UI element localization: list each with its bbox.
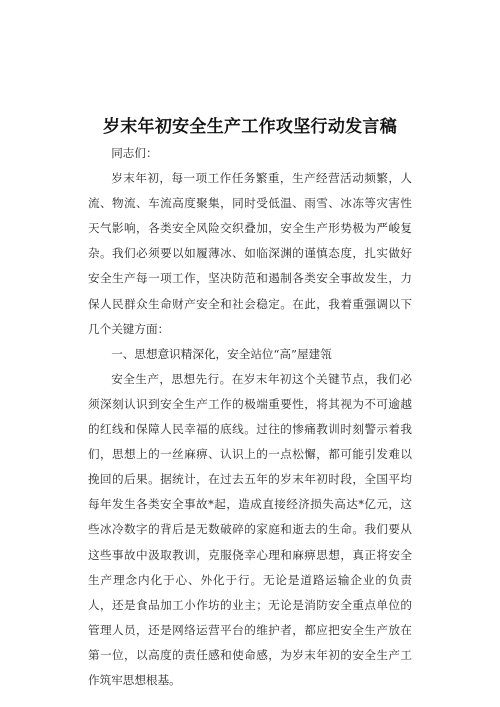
section-heading-1: 一、思想意识精深化，安全站位“高”屋建瓴: [111, 346, 332, 361]
paragraph-intro: 岁末年初，每一项工作任务繁重，生产经营活动频繁，人流、物流、车流高度聚集，同时受低温、雨雪、冰冻等灾害性天气影响，各类安全风险交织叠加，安全生产形势极为严峻复杂。我们必须要以如履薄冰、如临深渊的谨慎态度，扎实做好安全生产每一项工作，坚决防范和遏制各类安全事故发生，力保人民群众生命财产安全和社会稳定。在此，我着重强调以下几个关键方面：: [88, 171, 412, 336]
document-body: [88, 141, 412, 693]
document-title: 岁末年初安全生产工作攻坚行动发言稿: [102, 117, 398, 137]
paragraph-section-1: 安全生产，思想先行。在岁末年初这个关键节点，我们必须深刻认识到安全生产工作的极端重要性，将其视为不可逾越的红线和保障人民幸福的底线。过往的惨痛教训时刻警示着我们，思想上的一丝麻痹、认识上的一点松懈，都可能引发难以挽回的后果。据统计，在过去五年的岁末年初时段，全国平均每年发生各类安全事故*起，造成直接经济损失高达*亿元，这些冰冷数字的背后是无数破碎的家庭和逝去的生命。我们要从这些事故中汲取教训，克服侥幸心理和麻痹思想，真正将安全生产理念内化于心、外化于行。无论是道路运输企业的负责人，还是食品加工小作坊的业主；无论是消防安全重点单位的管理人员，还是网络运营平台的维护者，都应把安全生产放在第一位，以高度的责任感和使命感，为岁末年初的安全生产工作筑牢思想根基。: [88, 371, 412, 687]
salutation: 同志们：: [111, 146, 158, 160]
